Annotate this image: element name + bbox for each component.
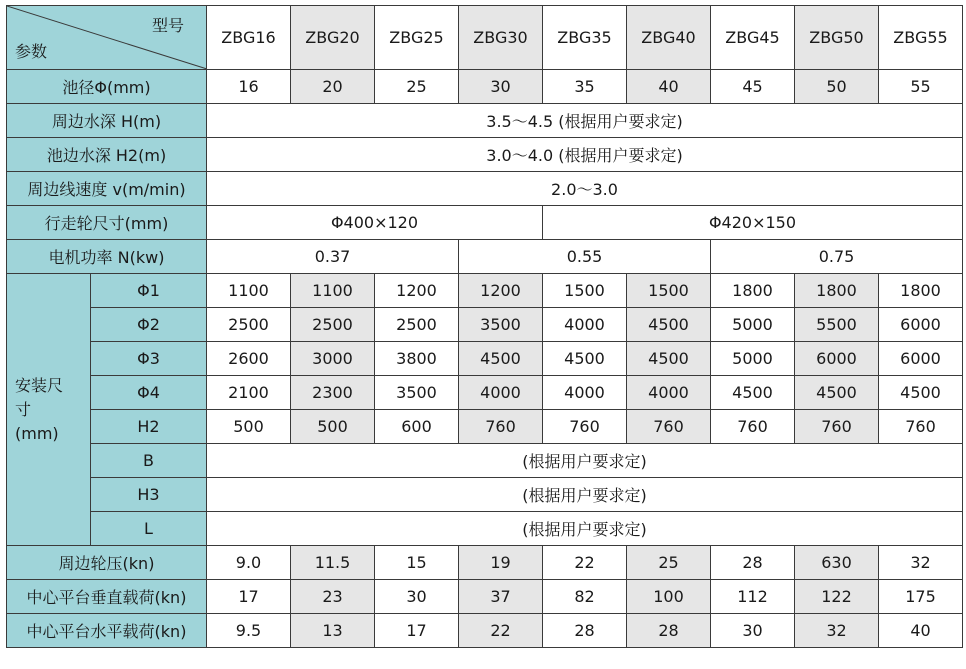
value-cell: 22 bbox=[459, 614, 543, 648]
row-label: 电机功率 N(kw) bbox=[7, 240, 207, 274]
value-cell: 15 bbox=[375, 546, 459, 580]
value-cell: 4000 bbox=[627, 376, 711, 410]
value-cell: 3.5～4.5 (根据用户要求定) bbox=[207, 104, 963, 138]
header-row bbox=[7, 6, 963, 70]
row-install-phi3 bbox=[7, 342, 963, 376]
value-cell: 3500 bbox=[459, 308, 543, 342]
value-cell: 28 bbox=[543, 614, 627, 648]
value-cell: (根据用户要求定) bbox=[207, 512, 963, 546]
model-header: ZBG50 bbox=[795, 6, 879, 70]
row-label: 中心平台水平载荷(kn) bbox=[7, 614, 207, 648]
value-cell: 760 bbox=[459, 410, 543, 444]
value-cell: 2.0～3.0 bbox=[207, 172, 963, 206]
value-cell: 760 bbox=[543, 410, 627, 444]
row-wheel-pressure bbox=[7, 546, 963, 580]
value-cell: 4500 bbox=[627, 308, 711, 342]
value-cell: 37 bbox=[459, 580, 543, 614]
value-cell: 6000 bbox=[795, 342, 879, 376]
value-cell: 28 bbox=[711, 546, 795, 580]
value-cell: 20 bbox=[291, 70, 375, 104]
value-cell: 30 bbox=[711, 614, 795, 648]
row-install-phi1 bbox=[7, 274, 963, 308]
value-cell: 25 bbox=[627, 546, 711, 580]
value-cell: 17 bbox=[375, 614, 459, 648]
row-label: 池径Φ(mm) bbox=[7, 70, 207, 104]
value-cell: 25 bbox=[375, 70, 459, 104]
value-cell: 35 bbox=[543, 70, 627, 104]
row-install-phi4 bbox=[7, 376, 963, 410]
row-label: 周边水深 H(m) bbox=[7, 104, 207, 138]
value-cell: 1200 bbox=[459, 274, 543, 308]
value-cell: 2100 bbox=[207, 376, 291, 410]
value-cell: 760 bbox=[627, 410, 711, 444]
row-label: 周边轮压(kn) bbox=[7, 546, 207, 580]
row-install-l bbox=[7, 512, 963, 546]
value-cell: 6000 bbox=[879, 342, 963, 376]
value-cell: 17 bbox=[207, 580, 291, 614]
value-cell: 2300 bbox=[291, 376, 375, 410]
value-cell: 23 bbox=[291, 580, 375, 614]
value-cell: 32 bbox=[795, 614, 879, 648]
install-label-line2: 寸 bbox=[15, 399, 32, 419]
row-label: 行走轮尺寸(mm) bbox=[7, 206, 207, 240]
value-cell: 4500 bbox=[711, 376, 795, 410]
value-cell: 3000 bbox=[291, 342, 375, 376]
value-cell: 3800 bbox=[375, 342, 459, 376]
model-header: ZBG35 bbox=[543, 6, 627, 70]
row-label: 池边水深 H2(m) bbox=[7, 138, 207, 172]
corner-model-label: 型号 bbox=[151, 16, 184, 35]
value-cell: 1500 bbox=[627, 274, 711, 308]
value-cell: 760 bbox=[879, 410, 963, 444]
value-cell: 1800 bbox=[879, 274, 963, 308]
corner-cell bbox=[7, 6, 207, 70]
sub-label: B bbox=[91, 444, 207, 478]
sub-label: Φ1 bbox=[91, 274, 207, 308]
value-cell: 100 bbox=[627, 580, 711, 614]
value-cell: 122 bbox=[795, 580, 879, 614]
install-size-label bbox=[7, 274, 91, 546]
row-vertical-load bbox=[7, 580, 963, 614]
corner-param-label: 参数 bbox=[15, 42, 48, 61]
model-header: ZBG30 bbox=[459, 6, 543, 70]
value-cell: 1800 bbox=[795, 274, 879, 308]
row-install-b bbox=[7, 444, 963, 478]
value-cell: 19 bbox=[459, 546, 543, 580]
sub-label: Φ4 bbox=[91, 376, 207, 410]
value-cell: 32 bbox=[879, 546, 963, 580]
value-cell: 760 bbox=[711, 410, 795, 444]
model-header: ZBG40 bbox=[627, 6, 711, 70]
value-cell: 175 bbox=[879, 580, 963, 614]
value-cell: 2500 bbox=[207, 308, 291, 342]
row-peripheral-speed bbox=[7, 172, 963, 206]
value-cell: 760 bbox=[795, 410, 879, 444]
value-cell: 4000 bbox=[543, 376, 627, 410]
value-cell: 2500 bbox=[375, 308, 459, 342]
model-header: ZBG45 bbox=[711, 6, 795, 70]
value-cell: 4000 bbox=[459, 376, 543, 410]
value-cell: 0.75 bbox=[711, 240, 963, 274]
value-cell: 1500 bbox=[543, 274, 627, 308]
value-cell: 4500 bbox=[627, 342, 711, 376]
value-cell: 4500 bbox=[795, 376, 879, 410]
row-install-h2 bbox=[7, 410, 963, 444]
spec-table bbox=[6, 5, 963, 648]
value-cell: 40 bbox=[627, 70, 711, 104]
model-header: ZBG25 bbox=[375, 6, 459, 70]
value-cell: 28 bbox=[627, 614, 711, 648]
value-cell: 22 bbox=[543, 546, 627, 580]
value-cell: Φ420×150 bbox=[543, 206, 963, 240]
value-cell: 4500 bbox=[459, 342, 543, 376]
value-cell: 9.0 bbox=[207, 546, 291, 580]
value-cell: 2600 bbox=[207, 342, 291, 376]
sub-label: H3 bbox=[91, 478, 207, 512]
sub-label: Φ2 bbox=[91, 308, 207, 342]
value-cell: 6000 bbox=[879, 308, 963, 342]
sub-label: L bbox=[91, 512, 207, 546]
row-motor-power bbox=[7, 240, 963, 274]
value-cell: 500 bbox=[291, 410, 375, 444]
model-header: ZBG20 bbox=[291, 6, 375, 70]
value-cell: 4000 bbox=[543, 308, 627, 342]
row-install-h3 bbox=[7, 478, 963, 512]
value-cell: 1800 bbox=[711, 274, 795, 308]
sub-label: H2 bbox=[91, 410, 207, 444]
value-cell: 5000 bbox=[711, 342, 795, 376]
install-label-line3: (mm) bbox=[15, 423, 59, 443]
value-cell: 16 bbox=[207, 70, 291, 104]
value-cell: 0.55 bbox=[459, 240, 711, 274]
value-cell: 2500 bbox=[291, 308, 375, 342]
model-header: ZBG16 bbox=[207, 6, 291, 70]
value-cell: Φ400×120 bbox=[207, 206, 543, 240]
value-cell: 9.5 bbox=[207, 614, 291, 648]
value-cell: 112 bbox=[711, 580, 795, 614]
value-cell: 4500 bbox=[543, 342, 627, 376]
model-header: ZBG55 bbox=[879, 6, 963, 70]
value-cell: 30 bbox=[459, 70, 543, 104]
row-label: 周边线速度 v(m/min) bbox=[7, 172, 207, 206]
row-label: 中心平台垂直载荷(kn) bbox=[7, 580, 207, 614]
value-cell: 11.5 bbox=[291, 546, 375, 580]
value-cell: 3.0～4.0 (根据用户要求定) bbox=[207, 138, 963, 172]
value-cell: 1100 bbox=[291, 274, 375, 308]
row-wheel-size bbox=[7, 206, 963, 240]
row-install-phi2 bbox=[7, 308, 963, 342]
row-pool-edge-depth bbox=[7, 138, 963, 172]
row-diameter bbox=[7, 70, 963, 104]
install-label-line1: 安装尺 bbox=[15, 375, 64, 395]
value-cell: (根据用户要求定) bbox=[207, 444, 963, 478]
value-cell: (根据用户要求定) bbox=[207, 478, 963, 512]
value-cell: 45 bbox=[711, 70, 795, 104]
value-cell: 50 bbox=[795, 70, 879, 104]
value-cell: 630 bbox=[795, 546, 879, 580]
value-cell: 1200 bbox=[375, 274, 459, 308]
value-cell: 5500 bbox=[795, 308, 879, 342]
value-cell: 500 bbox=[207, 410, 291, 444]
value-cell: 40 bbox=[879, 614, 963, 648]
row-horizontal-load bbox=[7, 614, 963, 648]
value-cell: 5000 bbox=[711, 308, 795, 342]
value-cell: 1100 bbox=[207, 274, 291, 308]
value-cell: 4500 bbox=[879, 376, 963, 410]
value-cell: 600 bbox=[375, 410, 459, 444]
sub-label: Φ3 bbox=[91, 342, 207, 376]
value-cell: 82 bbox=[543, 580, 627, 614]
value-cell: 0.37 bbox=[207, 240, 459, 274]
value-cell: 3500 bbox=[375, 376, 459, 410]
value-cell: 30 bbox=[375, 580, 459, 614]
value-cell: 13 bbox=[291, 614, 375, 648]
row-peripheral-depth bbox=[7, 104, 963, 138]
value-cell: 55 bbox=[879, 70, 963, 104]
